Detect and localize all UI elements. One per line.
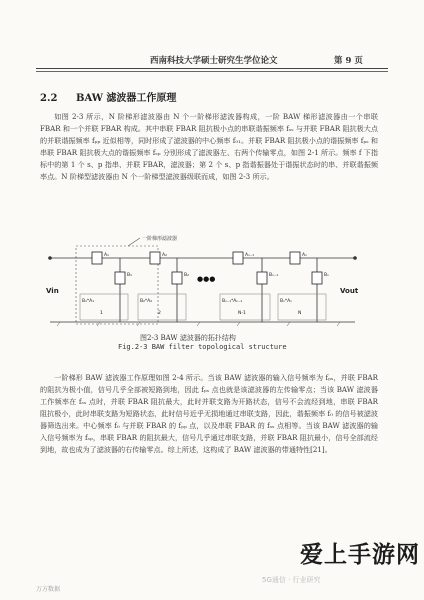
figure-caption-cn: 图2-3 BAW 滤波器的拓扑结构 <box>140 334 236 342</box>
vout-label: Vout <box>340 287 359 295</box>
stage-impedance-n: Bₙ*Aₙ <box>280 299 293 304</box>
ellipsis-dots: ●●● <box>197 275 216 283</box>
stage-box-n <box>278 294 326 320</box>
stage-index-1: 1 <box>100 311 103 316</box>
shunt-resonator-n <box>312 272 322 284</box>
shunt-resonator-n-1 <box>257 272 267 284</box>
annotation-leader <box>128 238 140 246</box>
section-number: 2.2 <box>40 93 58 104</box>
section-title: BAW 滤波器工作原理 <box>76 93 177 104</box>
series-label-n: Aₙ <box>302 253 307 258</box>
ground-hatch <box>57 322 340 326</box>
filter-topology-figure <box>40 232 380 342</box>
section-heading <box>40 89 176 104</box>
shunt-label-2: B₂ <box>184 273 189 278</box>
figure-caption-en: Fig.2-3 BAW filter topological structure <box>118 343 287 351</box>
stage-impedance-2: B₂*A₂ <box>140 299 153 304</box>
series-resonator-n-1 <box>233 252 243 264</box>
stage-box-n-1 <box>220 294 270 320</box>
series-resonator-1 <box>92 252 102 264</box>
vin-label: Vin <box>46 287 59 295</box>
brand-logo-text: 爱上手游网 <box>300 542 420 568</box>
stage-index-n: N <box>298 311 302 316</box>
body-paragraph-1: 如图 2-3 所示，N 阶梯形滤波器由 N 个一阶梯形滤波器构成，一阶 BAW 梯形滤波器由一个串联 FBAR 和一个并联 FBAR 构成。其中串联 FBAR 阻抗极小点的串联谐振频率 fₛₛ 与并联 FBAR 阻抗极大点的并联谐振频率 fₚₚ 近似相等，同时形成了滤波器的中心频率 f₀₁。并联 FBAR 阻抗极小点的谐振频率 fₚₛ 和串联 FBAR 阻抗极大点的谐振频率 fₛₚ 分别形成了滤波器左、右两个传输零点，如图 2-1 所示。频率 f 下指标中的第 1 个 s、p 指串、并联 FBAR，滤波器；第 2 个 s、p 指谐振器处于谐振状态时的串、并联谐振频率点。N 阶梯型滤波器由 N 个一阶梯型滤波器级联而成，如图 2-3 所示。 <box>40 112 378 181</box>
shunt-resonator-1 <box>115 272 125 284</box>
page-number: 第 9 页 <box>334 56 363 66</box>
shunt-label-1: B₁ <box>127 273 132 278</box>
body-paragraph-2: 一阶梯形 BAW 滤波器工作原理如图 2-4 所示。当该 BAW 滤波器的输入信号频率为 fₚₛ，并联 FBAR 的阻抗为极小值，信号几乎全部被短路到地，因此 fₚₛ 点也就是该滤波器的左传输零点；当该 BAW 滤波器工作频率在 fₛₛ 点时，并联 FBAR 阻抗最大，此时并联支路为开路状态，信号不会流经到地，串联 FBAR 阻抗极小，此时串联支路为短路状态，此时信号近乎无损地通过串联支路，因此，谐振频率 f₀ 的信号被滤波器筛选出来。中心频率 f₀ 与并联 FBAR 的 fₚₚ 点，以及串联 FBAR 的 fₛₛ 点相等。当该 BAW 滤波器的输入信号频率为 fₛₚ，串联 FBAR 的阻抗最大，信号几乎通过串联支路，并联 FBAR 阻抗最小，信号全部流经到地，故也成为了滤波器的右传输零点。综上所述，这构成了 BAW 滤波器的带通特性[21]。 <box>40 373 378 454</box>
series-label-2: A₂ <box>162 253 167 258</box>
footer-source: 万方数据 <box>36 586 61 593</box>
stage-impedance-1: B₁*A₁ <box>82 299 95 304</box>
stage-index-2: 2 <box>158 311 161 316</box>
stage-impedance-n-1: Bₙ₋₁*Aₙ₋₁ <box>222 299 243 304</box>
annotation-label: 一阶梯形滤波器 <box>142 236 178 242</box>
header-rule-thin <box>36 71 388 72</box>
output-port <box>353 256 357 260</box>
series-label-1: A₁ <box>104 253 109 258</box>
watermark-text: 5G通信 · 行业研究 <box>262 576 321 584</box>
stage-index-n-1: N-1 <box>238 311 246 316</box>
shunt-label-n-1: Bₙ₋₁ <box>269 273 279 278</box>
header-rule-thick <box>36 68 388 69</box>
shunt-label-n: Bₙ <box>324 273 329 278</box>
input-port <box>48 256 52 260</box>
series-resonator-n <box>290 252 300 264</box>
series-resonator-2 <box>150 252 160 264</box>
stage-box-2 <box>138 294 186 320</box>
running-header <box>0 52 424 68</box>
series-label-n-1: Aₙ₋₁ <box>245 253 255 258</box>
shunt-resonator-2 <box>172 272 182 284</box>
running-title: 西南科技大学硕士研究生学位论文 <box>150 56 278 66</box>
stage-box-1 <box>80 294 128 320</box>
